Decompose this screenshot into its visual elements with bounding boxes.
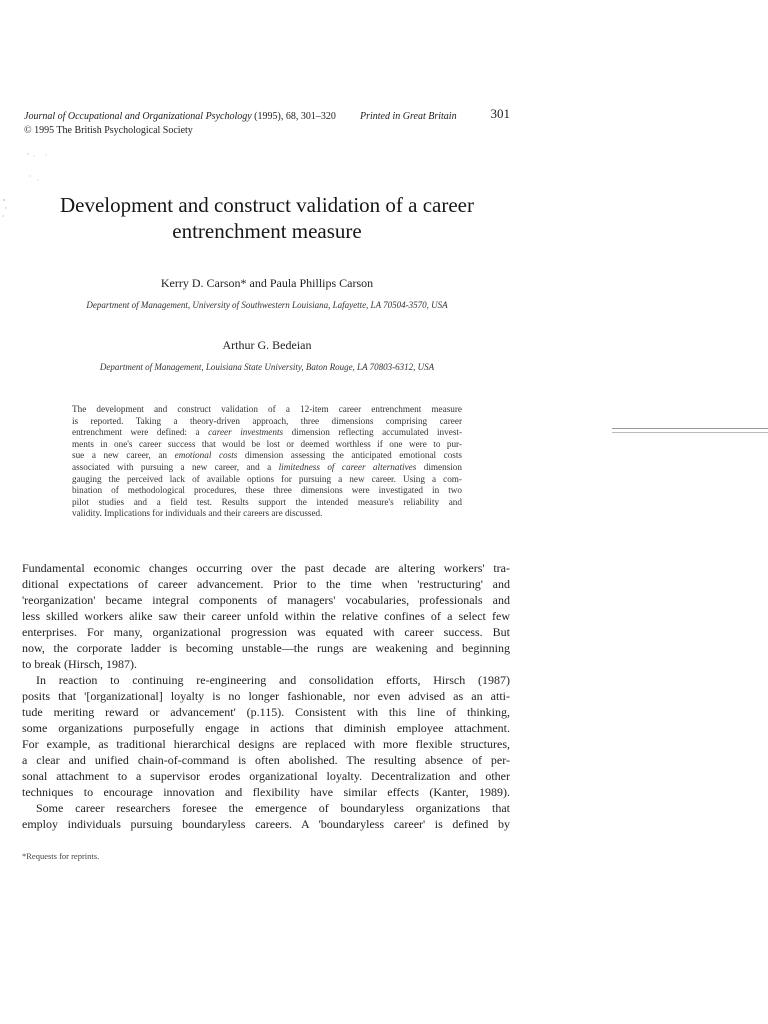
margin-rule xyxy=(612,428,768,433)
title-line-1: Development and construct validation of a career xyxy=(60,193,474,217)
abstract-line: The development and construct validation of a 12-item career entrenchment measure xyxy=(72,404,462,414)
title-line-2: entrenchment measure xyxy=(172,219,362,243)
journal-name: Journal of Occupational and Organizational Psychology xyxy=(24,111,252,122)
body-line: In reaction to continuing re-engineering and consolidation efforts, Hirsch (1987) xyxy=(36,673,510,687)
body-line: a clear and unified chain-of-command is often abolished. The resulting absence of per- xyxy=(22,753,510,767)
body-line: 'reorganization' became integral components of managers' vocabularies, professionals and xyxy=(22,593,510,607)
body-line: tude meriting reward or advancement' (p.115). Consistent with this line of thinking, xyxy=(22,705,510,719)
body-line: less skilled workers alike saw their career unfold within the relative confines of a select few xyxy=(22,609,510,623)
affiliation-2: Department of Management, Louisiana State University, Baton Rouge, LA 70803-6312, USA xyxy=(99,362,435,372)
running-header xyxy=(24,106,510,138)
abstract-line: associated with pursuing a new career, and a limitedness of career alternatives dimension xyxy=(72,461,462,472)
abstract xyxy=(72,404,462,520)
abstract-line: pilot studies and a field test. Results support the intended measure's reliability and xyxy=(72,496,462,507)
body-line: to break (Hirsch, 1987). xyxy=(22,657,137,671)
term-emotional-costs: emotional costs xyxy=(174,450,238,461)
page-number: 301 xyxy=(490,106,510,121)
body-line: For example, as traditional hierarchical designs are replaced with more flexible structures, xyxy=(22,737,510,751)
body-line: enterprises. For many, organizational progression was equated with career success. But xyxy=(22,625,510,639)
abstract-line: sue a new career, an emotional costs dimension assessing the anticipated emotional costs xyxy=(72,450,463,461)
term-career-investments: career investments xyxy=(208,427,284,438)
body-line: employ individuals pursuing boundaryless careers. A 'boundaryless career' is defined by xyxy=(22,817,510,831)
abstract-line: is reported. Taking a theory-driven approach, three dimensions comprising career xyxy=(72,415,462,426)
abstract-line: entrenchment were defined: a career investments dimension reflecting accumulated invest- xyxy=(72,427,463,438)
body-text xyxy=(22,560,510,832)
body-line: posits that '[organizational] loyalty is no longer fashionable, nor even advised as an atti- xyxy=(22,689,510,703)
printed-in: Printed in Great Britain xyxy=(360,111,457,122)
affiliation-1: Department of Management, University of Southwestern Louisiana, Lafayette, LA 70504-3570, USA xyxy=(86,300,448,310)
authors-group-2: Arthur G. Bedeian xyxy=(222,338,312,352)
body-line: Fundamental economic changes occurring over the past decade are altering workers' tra- xyxy=(22,561,510,575)
copyright-line: © 1995 The British Psychological Society xyxy=(24,125,193,136)
abstract-line: validity. Implications for individuals and their careers are discussed. xyxy=(72,508,323,519)
body-line: sonal attachment to a supervisor erodes organizational loyalty. Decentralization and other xyxy=(22,769,510,783)
term-limitedness: limitedness of career alternatives xyxy=(278,461,417,472)
journal-citation: (1995), 68, 301–320 xyxy=(251,111,336,122)
body-line: now, the corporate ladder is becoming unstable—the rungs are weakening and beginning xyxy=(22,641,510,655)
citation-line xyxy=(24,106,510,124)
body-line: ditional expectations of career advancement. Prior to the time when 'restructuring' and xyxy=(22,577,510,591)
authors-group-1: Kerry D. Carson* and Paula Phillips Carson xyxy=(160,276,374,290)
abstract-line: gauging the perceived lack of available options for pursuing a new career. Using a com- xyxy=(72,473,462,484)
body-line: Some career researchers foresee the emergence of boundaryless organizations that xyxy=(36,801,510,815)
body-line: techniques to encourage innovation and flexibility have similar effects (Kanter, 1989). xyxy=(22,785,510,799)
body-line: some organizations purposefully engage in actions that diminish employee attachment. xyxy=(22,721,510,735)
abstract-line: bination of methodological procedures, these three dimensions were investigated in two xyxy=(72,485,462,496)
abstract-line: ments in one's career success that would be lost or deemed worthless if one were to pur- xyxy=(72,438,462,449)
footnote: *Requests for reprints. xyxy=(22,851,100,861)
paper-title xyxy=(24,192,510,244)
